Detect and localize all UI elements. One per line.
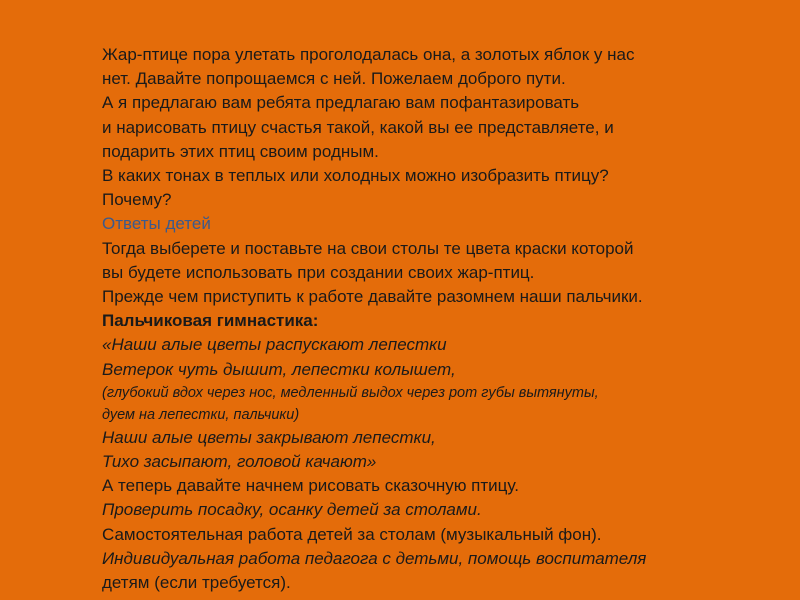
lesson-text	[102, 43, 782, 595]
text-line-9: Тогда выберете и поставьте на свои столы те цвета краски которой	[102, 238, 634, 258]
text-line-5: подарить этих птиц своим родным.	[102, 141, 379, 161]
poem-line-2: Ветерок чуть дышит, лепестки колышет,	[102, 359, 456, 379]
text-line-11: Прежде чем приступить к работе давайте разомнем наши пальчики.	[102, 287, 643, 307]
poem-line-3: Наши алые цветы закрывают лепестки,	[102, 427, 436, 447]
breathing-instruction-2: дуем на лепестки, пальчики)	[102, 406, 300, 423]
question-why: Почему?	[102, 190, 172, 210]
question-line: В каких тонах в теплых или холодных можно изобразить птицу?	[102, 166, 609, 186]
individual-work-line-2: детям (если требуется).	[102, 573, 291, 593]
finger-gymnastics-heading: Пальчиковая гимнастика:	[102, 311, 319, 331]
text-line-1: Жар-птице пора улетать проголодалась она, а золотых яблок у нас	[102, 45, 635, 64]
text-line-3: А я предлагаю вам ребята предлагаю вам пофантазировать	[102, 93, 580, 113]
text-line-19: А теперь давайте начнем рисовать сказочную птицу.	[102, 476, 519, 496]
children-answers-label: Ответы детей	[102, 214, 211, 234]
text-line-10: вы будете использовать при создании своих жар-птиц.	[102, 262, 535, 282]
text-line-4: и нарисовать птицу счастья такой, какой вы ее представляете, и	[102, 117, 614, 137]
poem-line-4: Тихо засыпают, головой качают»	[102, 452, 377, 472]
individual-work-line-1: Индивидуальная работа педагога с детьми, помощь воспитателя	[102, 548, 647, 568]
check-posture-line: Проверить посадку, осанку детей за столами.	[102, 500, 482, 520]
text-line-2: нет. Давайте попрощаемся с ней. Пожелаем доброго пути.	[102, 69, 566, 89]
poem-line-1: «Наши алые цветы распускают лепестки	[102, 335, 447, 355]
independent-work-line: Самостоятельная работа детей за столам (музыкальный фон).	[102, 524, 602, 544]
breathing-instruction-1: (глубокий вдох через нос, медленный выдох через рот губы вытянуты,	[102, 384, 599, 401]
